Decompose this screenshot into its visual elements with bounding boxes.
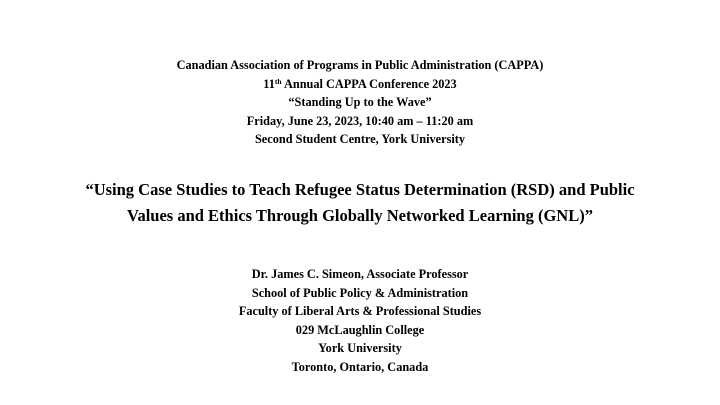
author-school: School of Public Policy & Administration bbox=[251, 285, 469, 300]
author-university: York University bbox=[318, 341, 402, 356]
conference-number: 11 bbox=[263, 76, 275, 91]
author-city: Toronto, Ontario, Canada bbox=[291, 359, 429, 374]
session-datetime: Friday, June 23, 2023, 10:40 am – 11:20 am bbox=[246, 113, 474, 128]
talk-title-line-1: “Using Case Studies to Teach Refugee Status Determination (RSD) and Public bbox=[85, 180, 635, 199]
conference-name bbox=[0, 75, 720, 94]
org-name: Canadian Association of Programs in Public Administration (CAPPA) bbox=[176, 58, 544, 72]
session-venue: Second Student Centre, York University bbox=[254, 132, 466, 147]
author-info bbox=[0, 265, 720, 377]
talk-title bbox=[0, 177, 720, 229]
conference-ordinal: th bbox=[274, 76, 282, 86]
conference-theme: “Standing Up to the Wave” bbox=[288, 95, 432, 110]
author-name: Dr. James C. Simeon, Associate Professor bbox=[251, 267, 469, 281]
author-faculty: Faculty of Liberal Arts & Professional Studies bbox=[238, 304, 482, 319]
conference-header bbox=[0, 56, 720, 149]
author-office: 029 McLaughlin College bbox=[295, 322, 425, 337]
conference-rest: Annual CAPPA Conference 2023 bbox=[281, 76, 457, 91]
talk-title-line-2: Values and Ethics Through Globally Networked Learning (GNL)” bbox=[127, 206, 593, 225]
